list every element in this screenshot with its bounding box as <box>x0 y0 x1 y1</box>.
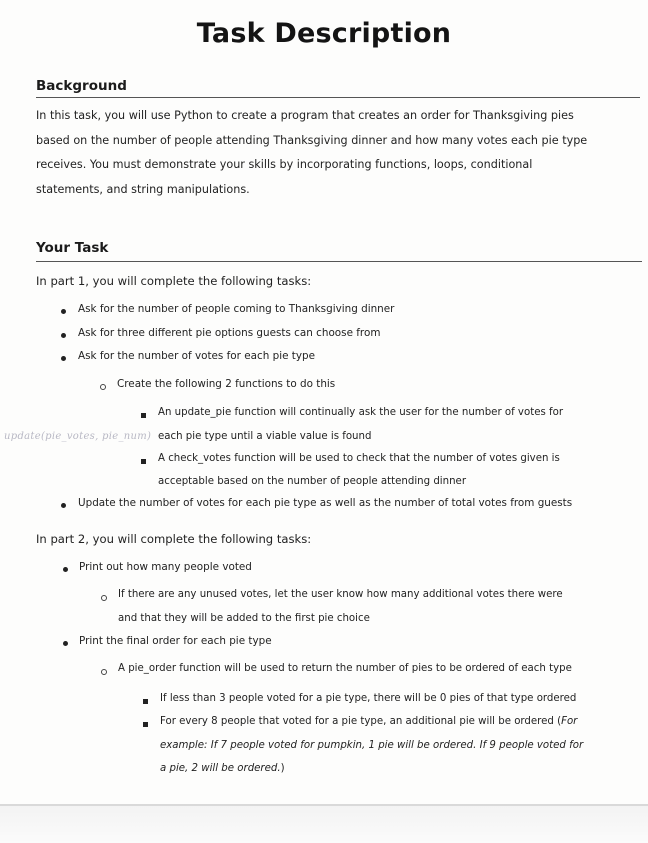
background-line-3: receives. You must demonstrate your skills by incorporating functions, loops, conditional <box>36 158 533 171</box>
handwritten-note: update(pie_votes, pie_num) <box>4 431 152 442</box>
check-votes-line-1: A check_votes function will be used to check that the number of votes given is <box>158 453 560 464</box>
rule-every-8-line-3 <box>160 763 285 774</box>
background-line-4: statements, and string manipulations. <box>36 183 250 196</box>
bullet-square <box>141 459 146 464</box>
bullet-disc <box>61 309 66 314</box>
part1-bullet-4: Update the number of votes for each pie type as well as the number of total votes from guests <box>78 497 573 509</box>
rule-every-8-line-2: example: If 7 people voted for pumpkin, 1 pie will be ordered. If 9 people voted for <box>160 740 584 751</box>
background-line-1: In this task, you will use Python to create a program that creates an order for Thanksgiving pies <box>36 109 574 122</box>
part1-bullet-2: Ask for three different pie options guests can choose from <box>78 327 381 339</box>
rule-every-8-line-1-text: For every 8 people that voted for a pie type, an additional pie will be ordered ( <box>160 716 562 727</box>
rule-less-than-3: If less than 3 people voted for a pie type, there will be 0 pies of that type ordered <box>160 693 577 704</box>
part2-bullet-2: Print the final order for each pie type <box>79 635 272 647</box>
part2-intro: In part 2, you will complete the following tasks: <box>36 532 312 546</box>
bullet-circle <box>101 595 107 601</box>
page-bottom-shadow <box>0 806 648 843</box>
bullet-circle <box>100 384 106 390</box>
part1-subbullet: Create the following 2 functions to do this <box>117 378 336 390</box>
pie-order-line: A pie_order function will be used to return the number of pies to be ordered of each type <box>118 663 572 674</box>
page-title: Task Description <box>196 18 452 49</box>
bullet-disc <box>61 503 66 508</box>
update-pie-line-1: An update_pie function will continually ask the user for the number of votes for <box>158 407 564 418</box>
bullet-square <box>143 722 148 727</box>
bullet-square <box>141 413 146 418</box>
rule-every-8-line-3-italic: a pie, 2 will be ordered. <box>160 763 281 774</box>
update-pie-line-2: each pie type until a viable value is found <box>158 431 372 442</box>
bullet-disc <box>61 356 66 361</box>
rule-every-8-line-3-paren: ) <box>280 763 285 774</box>
your-task-rule <box>36 261 642 262</box>
bullet-disc <box>63 641 68 646</box>
part1-intro: In part 1, you will complete the following tasks: <box>36 274 312 288</box>
part1-bullet-1: Ask for the number of people coming to Thanksgiving dinner <box>78 303 395 315</box>
bullet-circle <box>101 669 107 675</box>
background-rule <box>36 97 640 98</box>
your-task-heading: Your Task <box>36 240 109 256</box>
rule-every-8-line-1-italic: For <box>561 716 578 727</box>
background-line-2: based on the number of people attending Thanksgiving dinner and how many votes each pie type <box>36 134 588 147</box>
background-heading: Background <box>36 78 127 94</box>
bullet-disc <box>61 333 66 338</box>
bullet-disc <box>63 567 68 572</box>
part1-bullet-3: Ask for the number of votes for each pie type <box>78 350 315 362</box>
part2-bullet-1: Print out how many people voted <box>79 561 252 573</box>
check-votes-line-2: acceptable based on the number of people attending dinner <box>158 476 467 487</box>
unused-votes-line-2: and that they will be added to the first pie choice <box>118 613 370 624</box>
unused-votes-line-1: If there are any unused votes, let the user know how many additional votes there were <box>118 589 563 600</box>
bullet-square <box>143 699 148 704</box>
rule-every-8-line-1 <box>160 716 577 727</box>
